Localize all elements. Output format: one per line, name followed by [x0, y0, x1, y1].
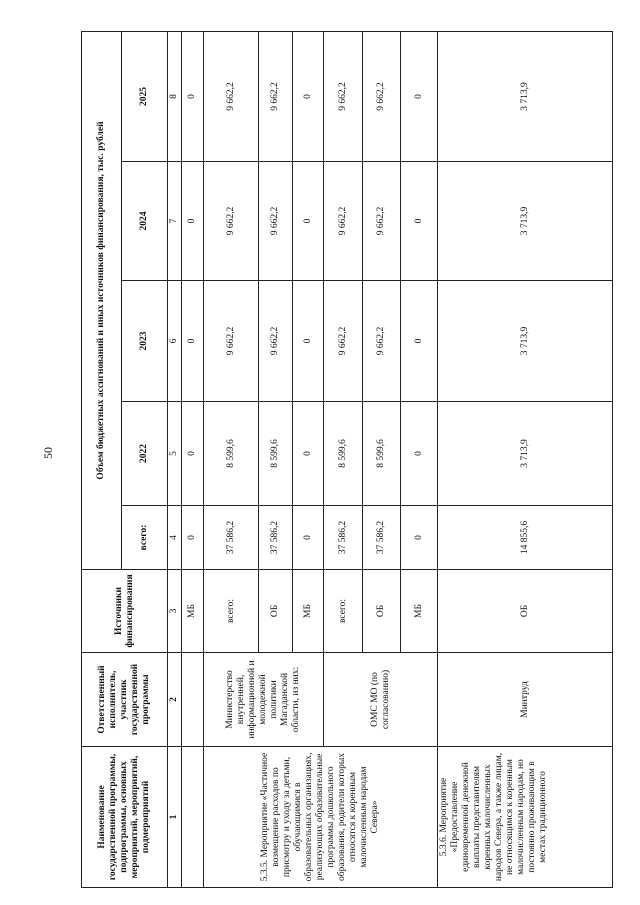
measure-5-3-5-executor-oms: ОМС МО (по согласованию): [324, 653, 438, 747]
value-cell: 9 662,2: [363, 281, 401, 402]
value-cell: 37 586,2: [363, 506, 401, 570]
value-cell: 0: [401, 281, 438, 402]
header-row-1: [82, 31, 122, 887]
measure-5-3-6-executor: Минтруд: [438, 653, 613, 747]
value-cell: 0: [182, 402, 204, 506]
executor-cell: [182, 653, 204, 747]
col-number: 4: [168, 506, 182, 570]
header-funding-group: Объем бюджетных ассигнований и иных источников финансирования, тыс. рублей: [82, 31, 122, 569]
value-cell: 0: [293, 162, 324, 281]
value-cell: 14 855,6: [438, 506, 613, 570]
value-cell: 8 599,6: [324, 402, 363, 506]
funding-table-container: [81, 32, 611, 888]
value-cell: 8 599,6: [363, 402, 401, 506]
value-cell: 9 662,2: [259, 31, 293, 161]
value-cell: 0: [182, 31, 204, 161]
value-cell: 9 662,2: [363, 162, 401, 281]
source-cell: всего:: [324, 570, 363, 653]
funding-table: [81, 31, 613, 888]
value-cell: 9 662,2: [324, 281, 363, 402]
col-number: 8: [168, 31, 182, 161]
measure-5-3-6-name: 5.3.6. Мероприятие «Предоставление единовременной денежной выплаты представителям коренных малочисленных народов Севера, а также лицам, не относящимся к коренным малочисленным народам, но постоянно проживающим в местах традиционного: [438, 747, 613, 888]
value-cell: 0: [293, 402, 324, 506]
value-cell: 9 662,2: [204, 162, 259, 281]
value-cell: 3 713,9: [438, 281, 613, 402]
measure-5-3-5-executor-ministry: Министерство внутренней, информационной и молодежной политики Магаданской области, из них:: [204, 653, 324, 747]
measure-5-3-5-name: 5.3.5. Мероприятие «Частичное возмещение расходов по присмотру и уходу за детьми, обучающимися в образовательных организациях, реализующих образовательные программы дошкольного образования, родители которых относятся к коренным малочисленным народам Севера»: [204, 747, 438, 888]
source-cell: ОБ: [438, 570, 613, 653]
table-row: [182, 31, 204, 887]
source-cell: МБ: [401, 570, 438, 653]
table-row: [438, 31, 613, 887]
value-cell: 0: [401, 162, 438, 281]
value-cell: 0: [182, 506, 204, 570]
value-cell: 37 586,2: [259, 506, 293, 570]
value-cell: 8 599,6: [259, 402, 293, 506]
header-year-2025: 2025: [122, 31, 168, 161]
source-cell: МБ: [182, 570, 204, 653]
header-year-2024: 2024: [122, 162, 168, 281]
value-cell: 0: [293, 281, 324, 402]
value-cell: 0: [182, 162, 204, 281]
source-cell: всего:: [204, 570, 259, 653]
value-cell: 3 713,9: [438, 162, 613, 281]
value-cell: 8 599,6: [204, 402, 259, 506]
col-number: 3: [168, 570, 182, 653]
value-cell: 37 586,2: [204, 506, 259, 570]
value-cell: 3 713,9: [438, 31, 613, 161]
table-row: [204, 31, 259, 887]
value-cell: 0: [401, 506, 438, 570]
value-cell: 9 662,2: [363, 31, 401, 161]
value-cell: 0: [293, 31, 324, 161]
header-year-2023: 2023: [122, 281, 168, 402]
col-number: 1: [168, 747, 182, 888]
header-col-executor: Ответственный исполнитель, участник государственной программы: [82, 653, 168, 747]
col-number: 2: [168, 653, 182, 747]
col-number: 7: [168, 162, 182, 281]
value-cell: 9 662,2: [204, 31, 259, 161]
source-cell: ОБ: [363, 570, 401, 653]
value-cell: 9 662,2: [324, 162, 363, 281]
value-cell: 0: [293, 506, 324, 570]
page-number: 50: [41, 447, 55, 459]
value-cell: 9 662,2: [204, 281, 259, 402]
header-col-source: Источники финансирования: [82, 570, 168, 653]
source-cell: ОБ: [259, 570, 293, 653]
value-cell: 0: [182, 281, 204, 402]
source-cell: МБ: [293, 570, 324, 653]
header-col-name: Наименование государственной программы, подпрограммы, основных мероприятий, мероприятий, подмероприятий: [82, 747, 168, 888]
value-cell: 0: [401, 402, 438, 506]
col-number: 6: [168, 281, 182, 402]
value-cell: 9 662,2: [259, 281, 293, 402]
value-cell: 9 662,2: [324, 31, 363, 161]
value-cell: 0: [401, 31, 438, 161]
value-cell: 3 713,9: [438, 402, 613, 506]
col-number: 5: [168, 402, 182, 506]
header-total: всего:: [122, 506, 168, 570]
value-cell: 9 662,2: [259, 162, 293, 281]
name-cell: [182, 747, 204, 888]
header-year-2022: 2022: [122, 402, 168, 506]
column-number-row: [168, 31, 182, 887]
value-cell: 37 586,2: [324, 506, 363, 570]
